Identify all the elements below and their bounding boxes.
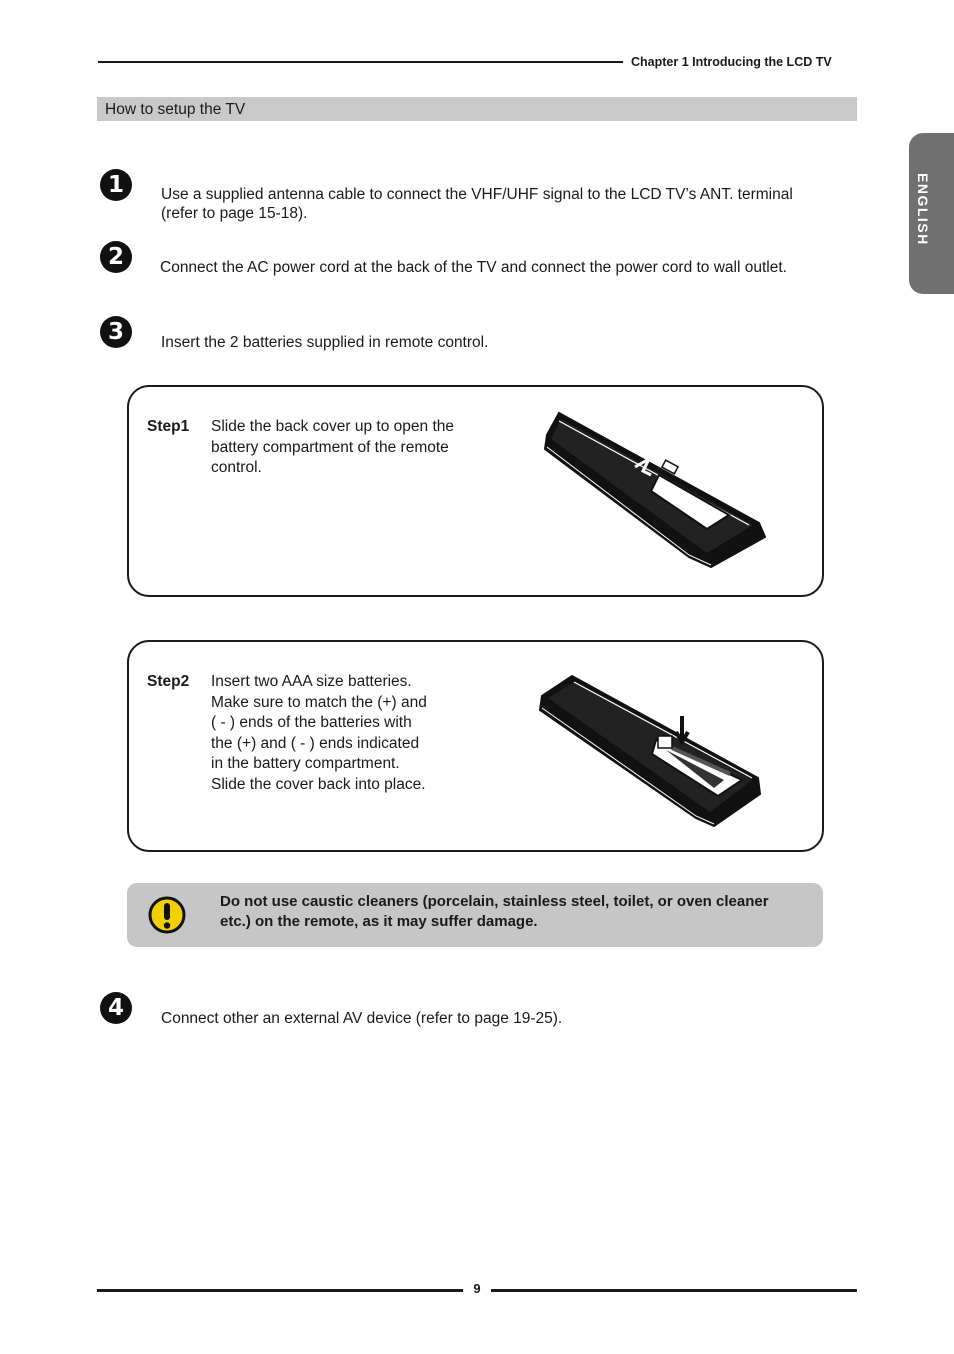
step-number-3: 3: [100, 316, 132, 348]
language-tab-label: ENGLISH: [915, 173, 931, 246]
remote-step1-text: [211, 417, 454, 479]
remote-step2-label: Step2: [147, 673, 190, 690]
remote-insert-battery-illustration: [534, 668, 774, 833]
remote-step1-line: control.: [211, 459, 262, 476]
section-title: How to setup the TV: [105, 101, 246, 118]
remote-step2-box: [127, 640, 824, 852]
step-number-1: 1: [100, 169, 132, 201]
footer-rule-right: [491, 1289, 857, 1292]
language-tab: [909, 133, 954, 294]
header-rule: [98, 61, 623, 63]
remote-step2-line: in the battery compartment.: [211, 755, 400, 772]
step-text-3: Insert the 2 batteries supplied in remote control.: [161, 334, 489, 351]
remote-step2-line: ( - ) ends of the batteries with: [211, 714, 412, 731]
remote-step1-line: Slide the back cover up to open the: [211, 418, 454, 435]
remote-open-cover-illustration: [539, 405, 779, 575]
step-text-2: Connect the AC power cord at the back of the TV and connect the power cord to wall outlet.: [160, 259, 787, 276]
caution-box: [127, 883, 823, 947]
page-number: 9: [473, 1281, 481, 1296]
step-text-1-line2: (refer to page 15-18).: [161, 205, 308, 222]
caution-text: [220, 892, 820, 931]
remote-step2-line: the (+) and ( - ) ends indicated: [211, 734, 420, 752]
chapter-title: Chapter 1 Introducing the LCD TV: [631, 55, 832, 69]
caution-line: Do not use caustic cleaners (porcelain, stainless steel, toilet, or oven cleaner: [220, 893, 769, 910]
step-number-4: 4: [100, 992, 132, 1024]
step-text-1: [161, 185, 793, 223]
remote-step1-label: Step1: [147, 418, 190, 435]
step-text-4: Connect other an external AV device (refer to page 19-25).: [161, 1010, 563, 1027]
remote-step2-text: [211, 672, 427, 795]
remote-step2-line: Make sure to match the (+) and: [211, 693, 427, 711]
footer-rule-left: [97, 1289, 463, 1292]
section-bar: [97, 97, 857, 121]
remote-step2-line: Insert two AAA size batteries.: [211, 673, 412, 690]
remote-step1-line: battery compartment of the remote: [211, 438, 449, 456]
step-text-1-line1: Use a supplied antenna cable to connect the VHF/UHF signal to the LCD TV’s ANT. terminal: [161, 186, 793, 203]
caution-line: etc.) on the remote, as it may suffer damage.: [220, 912, 538, 930]
exclamation-icon: [147, 895, 187, 935]
remote-step2-line: Slide the cover back into place.: [211, 775, 426, 793]
step-number-2: 2: [100, 241, 132, 273]
remote-step1-box: [127, 385, 824, 597]
